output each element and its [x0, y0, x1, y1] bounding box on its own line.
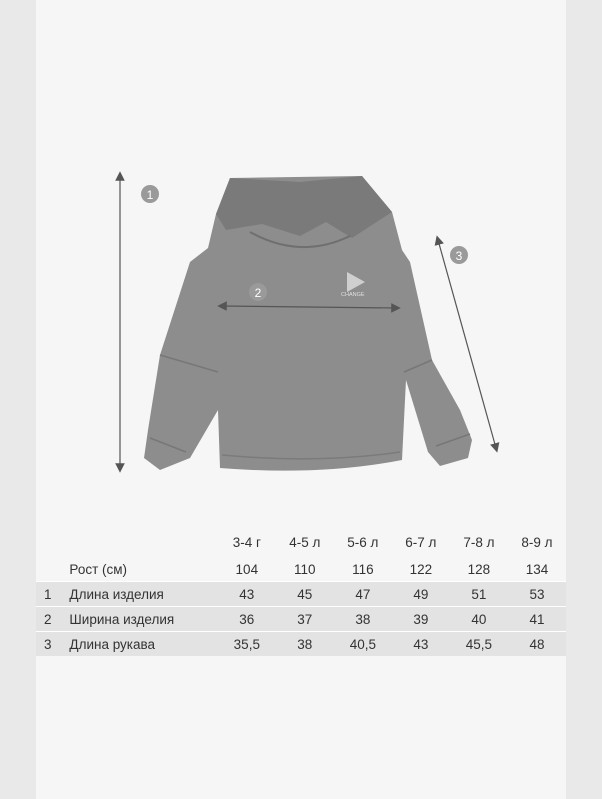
table-cell: 35,5	[218, 632, 276, 657]
size-header-cell: 3-4 г	[232, 534, 261, 550]
row-number: 1	[36, 582, 59, 607]
row-number: 3	[36, 632, 59, 657]
table-cell: 45,5	[450, 632, 508, 657]
table-cell: 43	[218, 582, 276, 607]
size-header-cell: 7-8 л	[463, 534, 495, 550]
marker-2-text: 2	[254, 286, 262, 300]
table-cell: 41	[508, 607, 566, 632]
table-cell: 110	[294, 561, 316, 577]
table-cell: 47	[334, 582, 392, 607]
table-cell: 128	[467, 561, 491, 577]
height-row	[36, 557, 566, 582]
row-label: Рост (см)	[69, 561, 128, 577]
table-row	[36, 632, 566, 657]
table-cell: 37	[276, 607, 334, 632]
table-cell: 38	[334, 607, 392, 632]
table-cell: 49	[392, 582, 450, 607]
table-cell: 116	[352, 561, 374, 577]
table-cell: 134	[525, 561, 549, 577]
table-cell: 40	[450, 607, 508, 632]
table-row	[36, 582, 566, 607]
table-cell: 53	[508, 582, 566, 607]
hoodie-illustration	[144, 176, 472, 471]
marker-3-text: 3	[455, 249, 463, 263]
table-cell: 39	[392, 607, 450, 632]
brand-logo-text: CHANGE	[341, 292, 365, 298]
size-header-cell: 6-7 л	[405, 534, 437, 550]
table-cell: 43	[392, 632, 450, 657]
table-cell: 51	[450, 582, 508, 607]
table-cell: 40,5	[334, 632, 392, 657]
size-header-cell: 8-9 л	[521, 534, 553, 550]
row-number: 2	[36, 607, 59, 632]
table-cell: 36	[218, 607, 276, 632]
row-label: Длина изделия	[59, 582, 217, 607]
table-cell: 122	[409, 561, 433, 577]
row-label: Длина рукава	[59, 632, 217, 657]
size-header-cell: 5-6 л	[347, 534, 379, 550]
size-table	[36, 527, 566, 656]
table-cell: 38	[276, 632, 334, 657]
table-cell: 48	[508, 632, 566, 657]
marker-1-text: 1	[146, 188, 154, 202]
table-cell: 104	[235, 561, 259, 577]
size-header-cell: 4-5 л	[289, 534, 321, 550]
table-cell: 45	[276, 582, 334, 607]
size-header-row	[36, 527, 566, 557]
table-row	[36, 607, 566, 632]
row-label: Ширина изделия	[59, 607, 217, 632]
